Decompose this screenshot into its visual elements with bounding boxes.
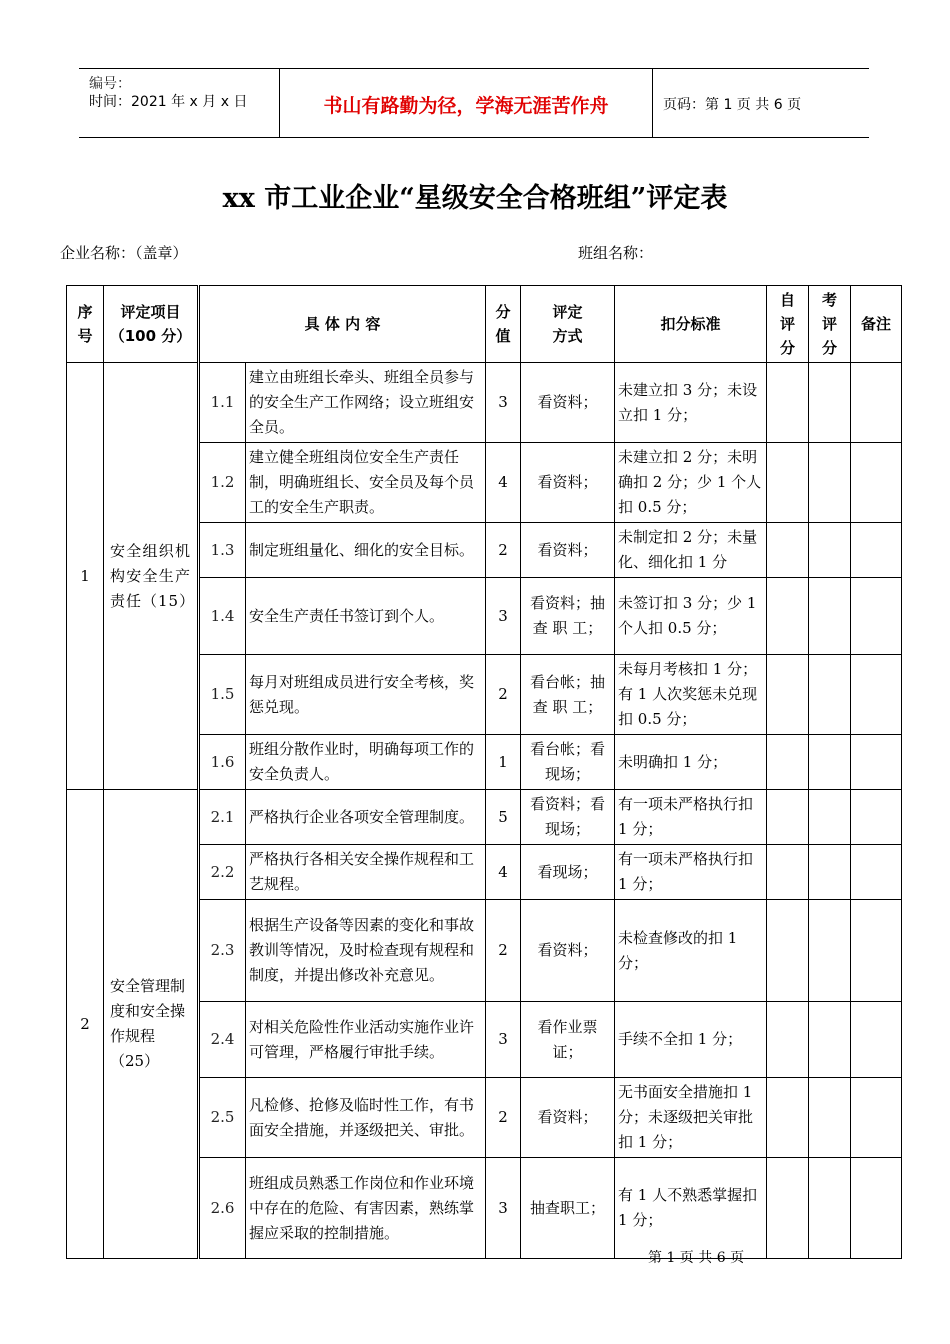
row-score: 2	[486, 1078, 521, 1158]
row-score: 5	[486, 790, 521, 845]
row-score: 4	[486, 443, 521, 523]
exam-score-cell[interactable]	[809, 523, 851, 578]
row-number: 1.3	[199, 523, 246, 578]
row-method: 看资料；	[521, 523, 615, 578]
row-number: 2.6	[199, 1158, 246, 1259]
row-deduction: 未检查修改的扣 1 分；	[615, 900, 767, 1002]
self-score-cell[interactable]	[767, 578, 809, 655]
self-score-cell[interactable]	[767, 790, 809, 845]
row-method: 看资料；	[521, 1078, 615, 1158]
document-number: 编号：	[89, 76, 131, 92]
row-score: 3	[486, 363, 521, 443]
remark-cell[interactable]	[851, 578, 902, 655]
row-deduction: 未签订扣 3 分；少 1 个人扣 0.5 分；	[615, 578, 767, 655]
row-number: 2.1	[199, 790, 246, 845]
remark-cell[interactable]	[851, 443, 902, 523]
row-method: 看资料；抽 查 职 工；	[521, 578, 615, 655]
row-method: 看资料；	[521, 900, 615, 1002]
row-content: 班组分散作业时，明确每项工作的安全负责人。	[246, 735, 486, 790]
self-score-cell[interactable]	[767, 523, 809, 578]
remark-cell[interactable]	[851, 1078, 902, 1158]
header-content: 具 体 内 容	[199, 286, 486, 363]
remark-cell[interactable]	[851, 1002, 902, 1078]
header-score: 分 值	[486, 286, 521, 363]
row-content: 对相关危险性作业活动实施作业许可管理，严格履行审批手续。	[246, 1002, 486, 1078]
row-score: 2	[486, 655, 521, 735]
header-self-score: 自 评 分	[767, 286, 809, 363]
group-seq: 1	[67, 363, 104, 790]
page-number: 页码：第 1 页 共 6 页	[663, 97, 802, 113]
remark-cell[interactable]	[851, 900, 902, 1002]
document-header	[79, 68, 869, 138]
table-row	[67, 363, 902, 443]
self-score-cell[interactable]	[767, 363, 809, 443]
group-item: 安全组织机构安全生产责任（15）	[104, 363, 199, 790]
motto: 书山有路勤为径，学海无涯苦作舟	[323, 95, 609, 117]
row-score: 3	[486, 1002, 521, 1078]
self-score-cell[interactable]	[767, 443, 809, 523]
row-deduction: 有一项未严格执行扣 1 分；	[615, 845, 767, 900]
row-deduction: 有一项未严格执行扣 1 分；	[615, 790, 767, 845]
row-deduction: 有 1 人不熟悉掌握扣 1 分；	[615, 1158, 767, 1259]
exam-score-cell[interactable]	[809, 900, 851, 1002]
self-score-cell[interactable]	[767, 655, 809, 735]
remark-cell[interactable]	[851, 1158, 902, 1259]
remark-cell[interactable]	[851, 655, 902, 735]
table-row	[67, 790, 902, 845]
self-score-cell[interactable]	[767, 1002, 809, 1078]
page-title: xx 市工业企业“星级安全合格班组”评定表	[222, 183, 728, 214]
row-number: 1.6	[199, 735, 246, 790]
row-method: 看台帐；抽 查 职 工；	[521, 655, 615, 735]
exam-score-cell[interactable]	[809, 578, 851, 655]
row-deduction: 手续不全扣 1 分；	[615, 1002, 767, 1078]
header-item: 评定项目 （100 分）	[104, 286, 199, 363]
row-score: 3	[486, 1158, 521, 1259]
row-method: 抽查职工；	[521, 1158, 615, 1259]
row-content: 制定班组量化、细化的安全目标。	[246, 523, 486, 578]
team-name-label: 班组名称：	[578, 244, 654, 262]
group-item: 安全管理制度和安全操作规程（25）	[104, 790, 199, 1259]
row-method: 看资料；看现场；	[521, 790, 615, 845]
header-motto-cell	[280, 69, 653, 137]
row-content: 安全生产责任书签订到个人。	[246, 578, 486, 655]
row-content: 建立健全班组岗位安全生产责任制，明确班组长、安全员及每个员工的安全生产职责。	[246, 443, 486, 523]
exam-score-cell[interactable]	[809, 1158, 851, 1259]
self-score-cell[interactable]	[767, 1158, 809, 1259]
row-content: 严格执行各相关安全操作规程和工艺规程。	[246, 845, 486, 900]
row-content: 每月对班组成员进行安全考核，奖惩兑现。	[246, 655, 486, 735]
header-method: 评定 方式	[521, 286, 615, 363]
row-method: 看作业票证；	[521, 1002, 615, 1078]
remark-cell[interactable]	[851, 845, 902, 900]
row-content: 严格执行企业各项安全管理制度。	[246, 790, 486, 845]
row-score: 1	[486, 735, 521, 790]
header-exam-score: 考 评 分	[809, 286, 851, 363]
exam-score-cell[interactable]	[809, 655, 851, 735]
row-deduction: 无书面安全措施扣 1 分；未逐级把关审批扣 1 分；	[615, 1078, 767, 1158]
row-number: 1.2	[199, 443, 246, 523]
self-score-cell[interactable]	[767, 900, 809, 1002]
row-deduction: 未制定扣 2 分；未量化、细化扣 1 分	[615, 523, 767, 578]
company-name-label: 企业名称：（盖章）	[60, 244, 188, 262]
row-content: 建立由班组长牵头、班组全员参与的安全生产工作网络；设立班组安全员。	[246, 363, 486, 443]
row-number: 2.4	[199, 1002, 246, 1078]
document-time: 时间：2021 年 x 月 x 日	[89, 94, 248, 110]
header-deduction: 扣分标准	[615, 286, 767, 363]
exam-score-cell[interactable]	[809, 363, 851, 443]
row-score: 3	[486, 578, 521, 655]
group-seq: 2	[67, 790, 104, 1259]
row-number: 1.1	[199, 363, 246, 443]
header-page-cell	[653, 69, 869, 137]
header-info-cell	[79, 69, 280, 137]
exam-score-cell[interactable]	[809, 790, 851, 845]
remark-cell[interactable]	[851, 523, 902, 578]
row-score: 2	[486, 523, 521, 578]
header-remark: 备注	[851, 286, 902, 363]
exam-score-cell[interactable]	[809, 1002, 851, 1078]
row-number: 2.3	[199, 900, 246, 1002]
row-method: 看现场；	[521, 845, 615, 900]
row-deduction: 未建立扣 3 分；未设立扣 1 分；	[615, 363, 767, 443]
remark-cell[interactable]	[851, 790, 902, 845]
row-content: 班组成员熟悉工作岗位和作业环境中存在的危险、有害因素，熟练掌握应采取的控制措施。	[246, 1158, 486, 1259]
row-deduction: 未每月考核扣 1 分；有 1 人次奖惩未兑现扣 0.5 分；	[615, 655, 767, 735]
remark-cell[interactable]	[851, 735, 902, 790]
row-score: 4	[486, 845, 521, 900]
row-deduction: 未建立扣 2 分；未明确扣 2 分；少 1 个人扣 0.5 分；	[615, 443, 767, 523]
row-number: 1.4	[199, 578, 246, 655]
exam-score-cell[interactable]	[809, 735, 851, 790]
evaluation-table	[66, 285, 902, 1259]
row-content: 根据生产设备等因素的变化和事故教训等情况，及时检查现有规程和制度，并提出修改补充意见。	[246, 900, 486, 1002]
self-score-cell[interactable]	[767, 1078, 809, 1158]
row-number: 1.5	[199, 655, 246, 735]
self-score-cell[interactable]	[767, 735, 809, 790]
exam-score-cell[interactable]	[809, 443, 851, 523]
row-method: 看资料；	[521, 363, 615, 443]
row-score: 2	[486, 900, 521, 1002]
row-number: 2.5	[199, 1078, 246, 1158]
row-deduction: 未明确扣 1 分；	[615, 735, 767, 790]
self-score-cell[interactable]	[767, 845, 809, 900]
row-content: 凡检修、抢修及临时性工作，有书面安全措施，并逐级把关、审批。	[246, 1078, 486, 1158]
header-seq: 序 号	[67, 286, 104, 363]
row-method: 看台帐；看现场；	[521, 735, 615, 790]
row-method: 看资料；	[521, 443, 615, 523]
exam-score-cell[interactable]	[809, 1078, 851, 1158]
row-number: 2.2	[199, 845, 246, 900]
exam-score-cell[interactable]	[809, 845, 851, 900]
remark-cell[interactable]	[851, 363, 902, 443]
page-footer: 第 1 页 共 6 页	[648, 1250, 745, 1266]
table-header-row	[67, 286, 902, 363]
